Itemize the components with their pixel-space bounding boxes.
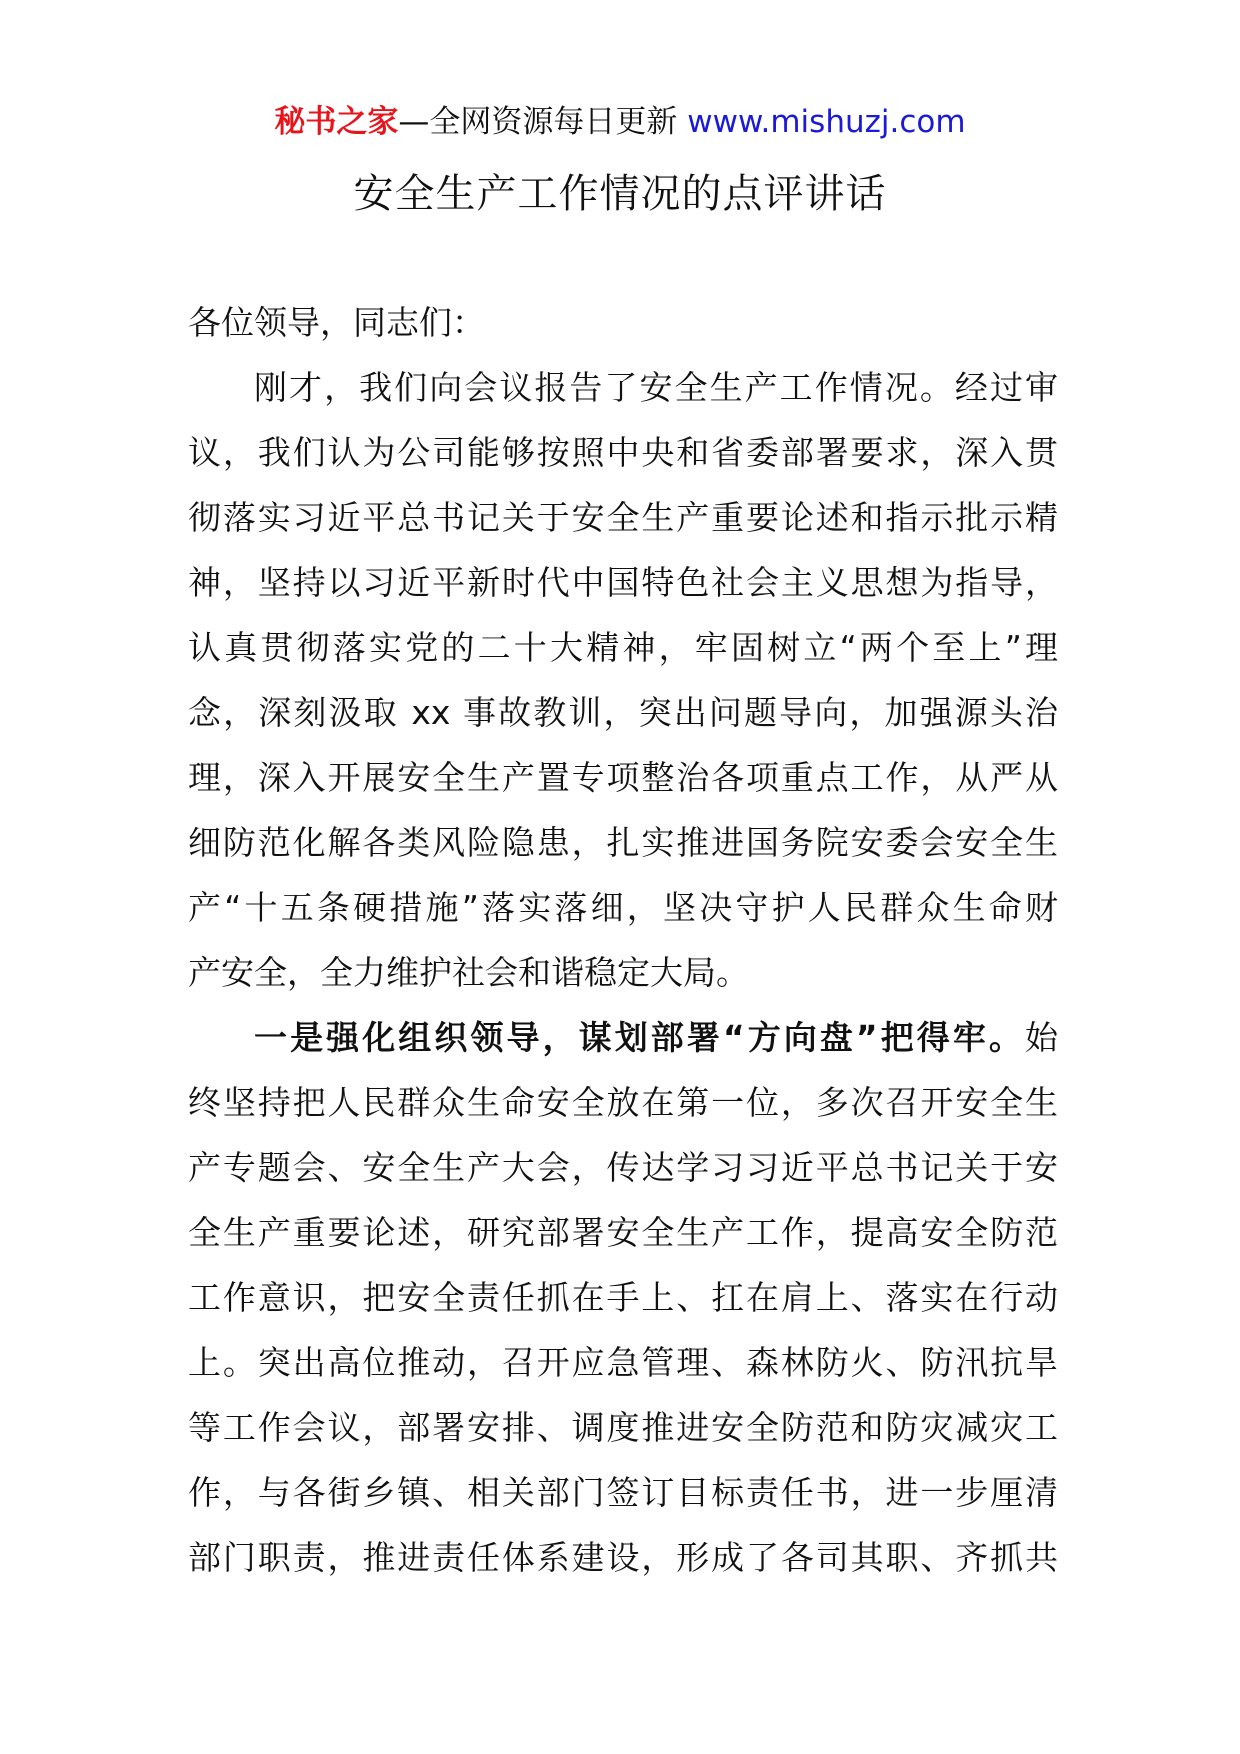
section-heading-tail: 始 [1025,1018,1058,1057]
paragraph-line: 念，深刻汲取 xx 事故教训，突出问题导向，加强源头治 [188,693,1058,732]
paragraph-line: 刚才，我们向会议报告了安全生产工作情况。经过审 [254,368,1058,407]
paragraph-line: 终坚持把人民群众生命安全放在第一位，多次召开安全生 [188,1083,1058,1122]
paragraph-line: 等工作会议，部署安排、调度推进安全防范和防灾减灾工 [188,1408,1058,1447]
paragraph-line: 工作意识，把安全责任抓在手上、扛在肩上、落实在行动 [188,1278,1058,1317]
paragraph-line: 议，我们认为公司能够按照中央和省委部署要求，深入贯 [188,433,1058,472]
brand-name: 秘书之家 [274,104,399,140]
paragraph-line: 认真贯彻落实党的二十大精神，牢固树立“两个至上”理 [188,628,1058,667]
header-slogan: —全网资源每日更新 [398,104,688,140]
paragraph-line: 产安全，全力维护社会和谐稳定大局。 [188,953,749,992]
salutation: 各位领导，同志们： [188,303,485,342]
paragraph-line: 细防范化解各类风险隐患，扎实推进国务院安委会安全生 [188,823,1058,862]
paragraph-line: 上。突出高位推动，召开应急管理、森林防火、防汛抗旱 [188,1343,1058,1382]
paragraph-line: 部门职责，推进责任体系建设，形成了各司其职、齐抓共 [188,1538,1058,1577]
document-title: 安全生产工作情况的点评讲话 [353,171,887,217]
section-heading: 一是强化组织领导，谋划部署“方向盘”把得牢。 [254,1018,1025,1057]
document-body [188,290,1058,1590]
paragraph-line: 神，坚持以习近平新时代中国特色社会主义思想为指导， [188,563,1058,602]
site-url-link[interactable]: www.mishuzj.com [687,104,966,140]
paragraph-line: 产专题会、安全生产大会，传达学习习近平总书记关于安 [188,1148,1058,1187]
source-header [0,100,1240,144]
paragraph-line: 彻落实习近平总书记关于安全生产重要论述和指示批示精 [188,498,1058,537]
paragraph-line: 产“十五条硬措施”落实落细，坚决守护人民群众生命财 [188,888,1058,927]
paragraph-line: 理，深入开展安全生产置专项整治各项重点工作，从严从 [188,758,1058,797]
section-heading-line [188,1005,1058,1070]
paragraph-line: 全生产重要论述，研究部署安全生产工作，提高安全防范 [188,1213,1058,1252]
paragraph-line: 作，与各街乡镇、相关部门签订目标责任书，进一步厘清 [188,1473,1058,1512]
